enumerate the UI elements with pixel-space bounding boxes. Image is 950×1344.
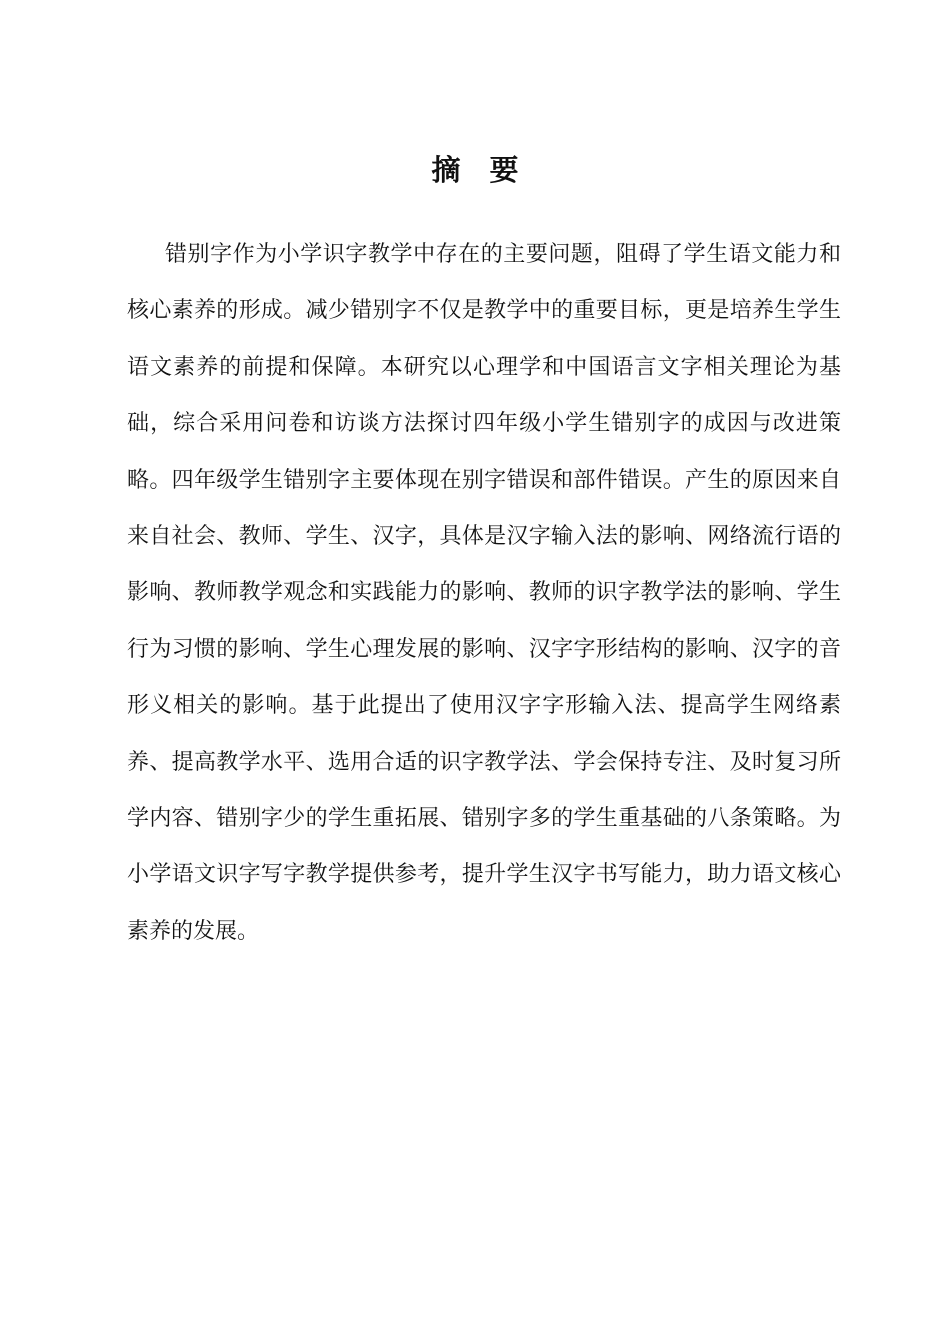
abstract-title: 摘 要: [431, 153, 519, 187]
abstract-paragraph: 错别字作为小学识字教学中存在的主要问题，阻碍了学生语文能力和核心素养的形成。减少错别字不仅是教学中的重要目标，更是培养生学生语文素养的前提和保障。本研究以心理学和中国语言文字相关理论为基础，综合采用问卷和访谈方法探讨四年级小学生错别字的成因与改进策略。四年级学生错别字主要体现在别字错误和部件错误。产生的原因来自来自社会、教师、学生、汉字，具体是汉字输入法的影响、网络流行语的影响、教师教学观念和实践能力的影响、教师的识字教学法的影响、学生行为习惯的影响、学生心理发展的影响、汉字字形结构的影响、汉字的音形义相关的影响。基于此提出了使用汉字字形输入法、提高学生网络素养、提高教学水平、选用合适的识字教学法、学会保持专注、及时复习所学内容、错别字少的学生重拓展、错别字多的学生重基础的八条策略。为小学语文识字写字教学提供参考，提升学生汉字书写能力，助力语文核心素养的发展。: [127, 242, 841, 944]
